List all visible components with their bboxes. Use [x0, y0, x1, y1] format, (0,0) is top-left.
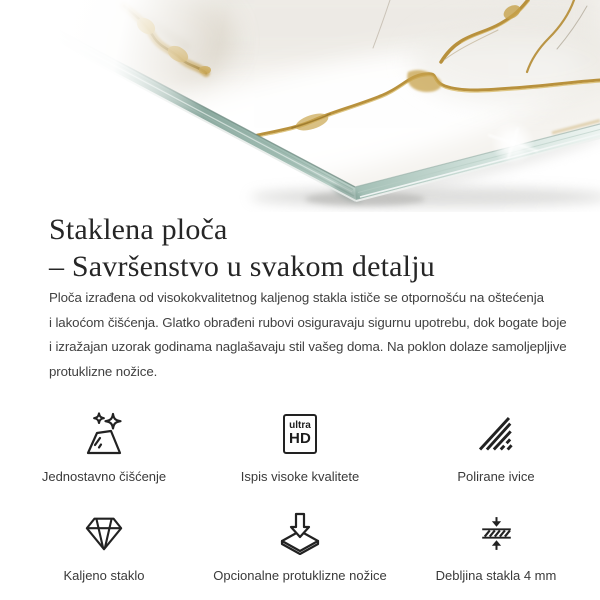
glass-panel-illustration: [0, 0, 600, 212]
anti-slip-feet-icon: [278, 511, 322, 555]
feature-item-polished-edges: [398, 412, 594, 485]
page-title: [49, 211, 435, 285]
title-line-1: Staklena ploča: [49, 213, 228, 246]
feature-grid: [6, 412, 594, 585]
product-photo: [0, 0, 600, 212]
sparkle-clean-icon: [82, 412, 126, 456]
feature-label: Ispis visoke kvalitete: [240, 469, 360, 484]
description-line: i lakoćom čišćenja. Glatko obrađeni rubovi osiguravaju sigurnu upotrebu, dok bogate boje: [49, 314, 567, 330]
glass-thickness-icon: [478, 511, 515, 555]
feature-label: Debljina stakla 4 mm: [435, 568, 557, 584]
ultra-hd-icon: [283, 412, 317, 456]
description-line: Ploča izrađena od visokokvalitetnog kaljenog stakla ističe se otpornošću na oštećenja: [49, 290, 544, 305]
ultra-hd-top-text: ultra: [289, 420, 311, 432]
feature-label: Jednostavno čišćenje: [41, 469, 167, 484]
feature-item-print-quality: [202, 412, 398, 485]
feature-item-anti-slip-feet: [202, 511, 398, 584]
title-line-2: – Savršenstvo u svakom detalju: [49, 250, 435, 283]
description-line: i izražajan uzorak godinama naglašavaju stil vašeg doma. Na poklon dolaze samoljepljive: [49, 339, 567, 354]
polished-edges-icon: [477, 412, 515, 456]
description-line: protuklizne nožice.: [49, 363, 158, 379]
feature-item-tempered-glass: [6, 511, 202, 584]
ultra-hd-bottom-text: HD: [288, 430, 312, 448]
diamond-icon: [83, 511, 125, 555]
product-description: [49, 286, 567, 384]
feature-label: Opcionalne protuklizne nožice: [213, 568, 387, 584]
feature-item-glass-thickness: [398, 511, 594, 584]
feature-label: Polirane ivice: [457, 469, 535, 484]
left-fade: [0, 0, 245, 212]
feature-item-easy-cleaning: [6, 412, 202, 485]
feature-label: Kaljeno staklo: [63, 568, 145, 584]
